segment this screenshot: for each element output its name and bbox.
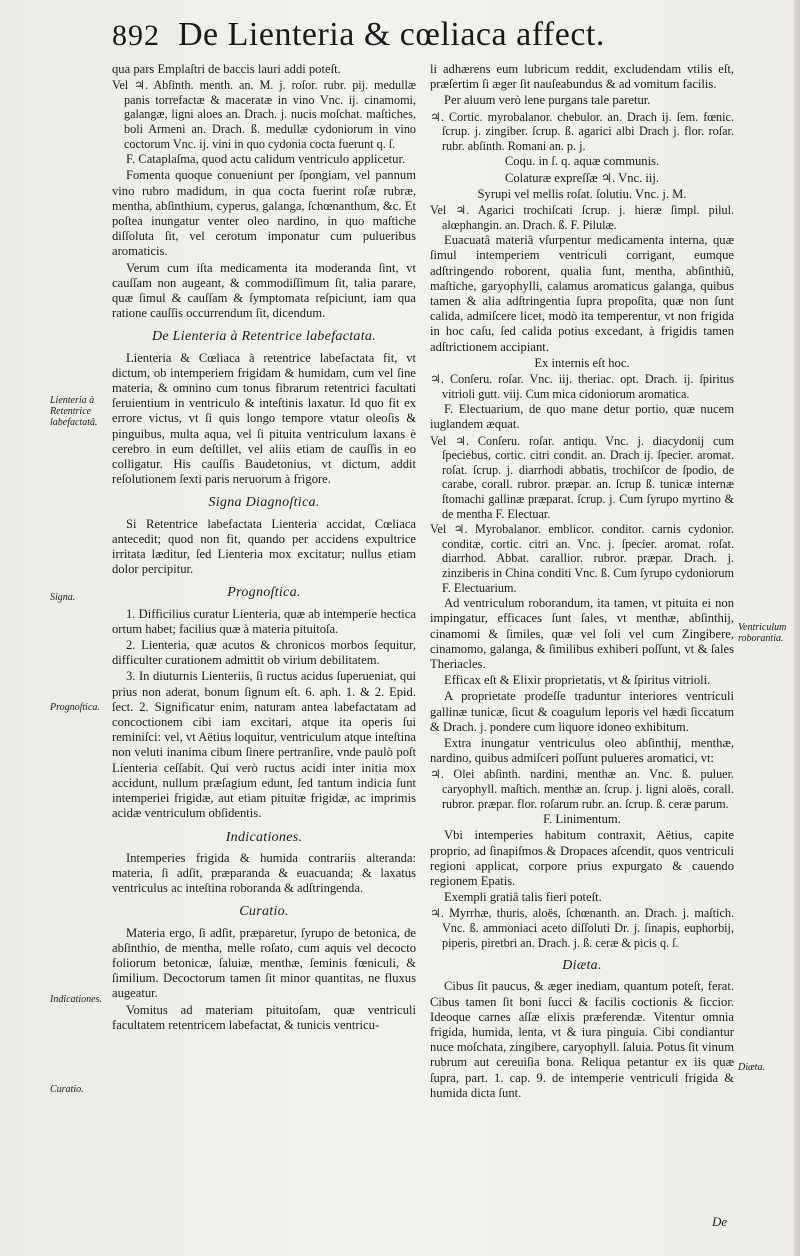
- page-spine-shadow: [794, 0, 800, 1256]
- recipe-line: Syrupi vel mellis roſat. ſolutiu. Vnc. j. M.: [477, 186, 687, 201]
- recipe-paragraph: ♃. Olei abſinth. nardini, menthæ an. Vnc. ß. puluer. caryophyll. maſtich. menthæ an. ſcrup. j. ligni aloës, corall. rubror. præpar. flor. roſarum rubr. an. ſcrup. ß. ceræ parum.: [430, 767, 734, 811]
- paragraph: A proprietate prodeſſe traduntur interiores ventriculi gallinæ tunicæ, ſicut & coagulum leporis vel hædi ſiccatum & Drach. j. pondere cum liquore idoneo exhibitum.: [430, 689, 734, 734]
- section-heading: De Lienteria à Retentrice labefactata.: [151, 329, 377, 345]
- margin-note-signa: Signa.: [50, 592, 76, 603]
- paragraph: Lienteria & Cœliaca à retentrice labefactata fit, vt dictum, ob intemperiem frigidam & humidam, cum vel ſine materia, & omnino cum tonus fibrarum retentrici facultati ſeruientium in ventriculo & inteſtinis laxatur. Id quo fit ex errore victus, vt ſi quis longo tempore vtatur oleoſis & pinguibus, multa aqua, vel ſi pituita ventriculum laxans è cerebro in eum deſtillet, vel aliis etiam de cauſſis in eo colligatur. His cauſſis Baudetonius, vt dictum, addit reſolutionem ſexti paris neruorum à frigore.: [112, 350, 416, 487]
- section-heading: Prognoſtica.: [227, 585, 301, 601]
- paragraph: qua pars Emplaſtri de baccis lauri addi poteſt.: [112, 62, 341, 76]
- left-column: [112, 62, 416, 1034]
- margin-note-prognostica: Prognoſtica.: [50, 702, 100, 713]
- page-header: [112, 16, 672, 62]
- paragraph: Vbi intemperies habitum contraxit, Aëtius, capite proprio, ad ſinapiſmos & Dropaces aſcendit, quos ventriculi regioni applicat, corpore prius expurgato & cauendo regionem Epatis.: [430, 828, 734, 888]
- section-heading: Diæta.: [562, 958, 602, 974]
- numbered-paragraph: 1. Difficilius curatur Lienteria, quæ ab intemperie hectica ortum habet; facilius quæ à materia pituitoſa.: [112, 606, 416, 636]
- recipe-line: F. Linimentum.: [543, 812, 621, 827]
- paragraph: Fomenta quoque conueniunt per ſpongiam, vel pannum vino rubro madidum, in qua cocta fuerint roſæ rubræ, mentha, abſinthium, cyperus, galanga, ſchœnanthum, &c. Et poſtea inungatur venter oleo nardino, in quo maſtiche diſſoluta ſit, vel cerotum imponatur cum pulueribus aromaticis.: [112, 168, 416, 259]
- recipe-paragraph: Vel ♃. Myrobalanor. emblicor. conditor. carnis cydonior. conditæ, cortic. citri an. Vnc. j. ſpecier. aromat. roſat. diarrhod. Abbat. carallior. rubror. præpar. Drach. j. zinziberis in China conditi Vnc. ß. Cum ſyrupo cydoniorum F. Electuarium.: [430, 522, 734, 595]
- paragraph: Ad ventriculum roborandum, ita tamen, vt pituita ei non impingatur, efficaces ſunt ſales, vt menthæ, abſinthij, cinamomi & ſimiles, quæ vel ſoli vel cum Zingibere, cinamomo, galanga, & ſimilibus exhiberi poſſunt, vt & ſales Theriacles.: [430, 596, 734, 671]
- margin-note-ventriculum: Ventriculum roborantia.: [738, 622, 787, 644]
- recipe-paragraph: Vel ♃. Abſinth. menth. an. M. j. roſor. rubr. pij. medullæ panis torrefactæ & maceratæ in vino Vnc. ij. cinamomi, galangæ, ligni aloes an. Drach. j. nucis moſchat. maſtiches, boli Armeni an. Drach. ß. medullæ cydoniorum in vino coctorum Vnc. ij. vini in quo cydonia cocta fuerunt q. ſ.: [112, 78, 416, 151]
- paragraph: Intemperies frigida & humida contrariis alteranda: materia, ſi adſit, præparanda & euacuanda; & laxatus ventriculus ac inteſtina roboranda & adſtringenda.: [112, 850, 416, 896]
- paragraph: F. Cataplaſma, quod actu calidum ventriculo applicetur.: [126, 152, 406, 167]
- section-heading: Signa Diagnoſtica.: [208, 495, 320, 511]
- numbered-paragraph: 3. In diuturnis Lienteriis, ſi ructus acidus ſuperueniat, qui prius non aderat, bonum ſignum eſt. 6. aph. 1. & 2. Epid. ſect. 2. Significatur enim, naturam antea labefactatam ad concoctionem cibi iam excitari, atque ita operis ſui reminiſci: vel, vt Aëtius loquitur, ventriculum atque inteſtina non veluti inanima cibum ſinere pertranſire, vnde paulò poſt Lienteria ceſſabit. Qui verò ructus acidi inter initia mox accidunt, nullum præſagium edunt, ſed tantum indicia ſunt intemperiei frigidæ, aut etiam pituitæ frigidæ, ac imprimis acidæ ventriculum obſidentis.: [112, 669, 416, 821]
- paragraph: Cibus ſit paucus, & æger inediam, quantum poteſt, ferat. Cibus tamen ſit boni ſucci & facilis coctionis & ſiccior. Ideoque carnes aſſæ elixis præferendæ. Vitentur omnia frigida, humida, lenta, vt & iura pinguia. Cibi condiantur nuce moſchata, zingibere, caryophyll. ſaluia. Potus ſit vinum rubrum aut cereuiſia bona. Reliqua petantur ex iis quæ ſupra, part. 1. cap. 9. de intemperie ventriculi frigida & humida dicta ſunt.: [430, 979, 734, 1100]
- page-number: 892: [112, 19, 160, 52]
- paragraph: F. Electuarium, de quo mane detur portio, quæ nucem iuglandem æquat.: [430, 402, 734, 432]
- margin-note-indicationes: Indicationes.: [50, 994, 102, 1005]
- recipe-paragraph: Vel ♃. Conſeru. roſar. antiqu. Vnc. j. diacydonij cum ſpeciebus, cortic. citri condit. an. Drach ij. ſpecier. aromat. roſat. ſcrup. j. diarrhodi abbatis, trochiſcor de ſpodio, de carabe, corall. rubror. præpar. an. ſcrup ß. tunicæ internæ ſtomachi gallinæ præparat. ſcrup. j. Cum ſyrupo myrtino & de mentha F. Electuar.: [430, 433, 734, 521]
- paragraph: Per aluum verò lene purgans tale paretur.: [444, 93, 651, 108]
- right-column: [430, 62, 734, 1102]
- recipe-paragraph: Vel ♃. Agarici trochiſcati ſcrup. j. hieræ ſimpl. pilul. alœphangin. an. Drach. ß. F. Pilulæ.: [430, 203, 734, 232]
- margin-note-diata: Diæta.: [738, 1062, 765, 1073]
- paragraph: Vomitus ad materiam pituitoſam, quæ ventriculi facultatem retentricem labefactat, & tunicis ventricu-: [112, 1002, 416, 1032]
- paragraph: Euacuatâ materiâ vſurpentur medicamenta interna, quæ ſimul intemperiem ventriculi corrigant, eumque adſtringendo roborent, qualia ſunt, mentha, abſinthiũ, maſtiche, garyophylli, calamus aromaticus galanga, quibus tamen & alia adſtringentia ſupra propoſita, quæ non ſunt calida, admiſcere licet, modò ita temperentur, vt non frigida in hoc caſu, ſed calida potius excedant, à frigidis tamen adſtrictionem accipiant.: [430, 233, 734, 354]
- section-heading: Indicationes.: [225, 829, 303, 845]
- recipe-line: Coqu. in ſ. q. aquæ communis.: [504, 154, 660, 169]
- section-heading: Curatio.: [239, 904, 289, 920]
- numbered-paragraph: 2. Lienteria, quæ acutos & chronicos morbos ſequitur, difficulter curationem admittit ob virium debilitatem.: [112, 638, 416, 668]
- catchword: De: [712, 1214, 728, 1229]
- running-title: De Lienteria & cœliaca affect.: [178, 16, 605, 53]
- recipe-line: Ex internis eſt hoc.: [534, 355, 630, 370]
- recipe-paragraph: ♃. Conſeru. roſar. Vnc. iij. theriac. opt. Drach. ij. ſpiritus vitrioli gutt. viij. Cum mica cidoniorum aromatica.: [430, 372, 734, 401]
- paragraph: Exempli gratiâ talis fieri poteſt.: [444, 890, 602, 905]
- paragraph: Si Retentrice labefactata Lienteria accidat, Cœliaca antecedit; quod non fit, quando per accidens expultrice irritata læditur, ſed Lienteria mox excitatur; nullus etiam dolor percipitur.: [112, 516, 416, 577]
- paragraph: li adhærens eum lubricum reddit, excludendam vtilis eſt, præſertim ſi æger ſit nauſeabundus & ad vomitum facilis.: [430, 62, 734, 92]
- paragraph: Verum cum iſta medicamenta ita moderanda ſint, vt cauſſam non augeant, & commodiſſimum ſit, talia parare, quæ ſimul & cauſſam & ſymptomata reſpiciunt, iam qua ratione cauſſis occurrendum ſit, dicendum.: [112, 260, 416, 321]
- paragraph: Efficax eſt & Elixir proprietatis, vt & ſpiritus vitrioli.: [444, 673, 711, 688]
- paragraph: Extra inungatur ventriculus oleo abſinthij, menthæ, nardino, quibus admiſceri poſſunt pulueres aromatici, vt:: [430, 735, 734, 766]
- recipe-paragraph: ♃. Cortic. myrobalanor. chebulor. an. Drach ij. ſem. fœnic. ſcrup. j. zingiber. ſcrup. ß. agarici albi Drach j. flor. roſar. rubr. abſinth. Romani an. p. j.: [430, 109, 734, 153]
- recipe-line: Colaturæ expreſſæ ♃. Vnc. iij.: [504, 170, 660, 185]
- margin-note-lienteria: Lienteria à Retentrice labefactatâ.: [50, 395, 98, 428]
- recipe-paragraph: ♃. Myrrhæ, thuris, aloës, ſchœnanth. an. Drach. j. maſtich. Vnc. ß. ammoniaci aceto diſſoluti Dr. j. ſinapis, euphorbij, piperis, piretbri an. Drach. j. ß. ceræ & picis q. ſ.: [430, 906, 734, 950]
- margin-note-curatio: Curatio.: [50, 1084, 84, 1095]
- paragraph: Materia ergo, ſi adſit, præparetur, ſyrupo de betonica, de abſinthio, de mentha, melle roſato, cum aquis vel decocto foliorum betonicæ, ſaluiæ, menthæ, ſeminis fœniculi, & ſimilium. Decoctorum tamen ſit minor quantitas, ne fluxus augeatur.: [112, 925, 416, 1001]
